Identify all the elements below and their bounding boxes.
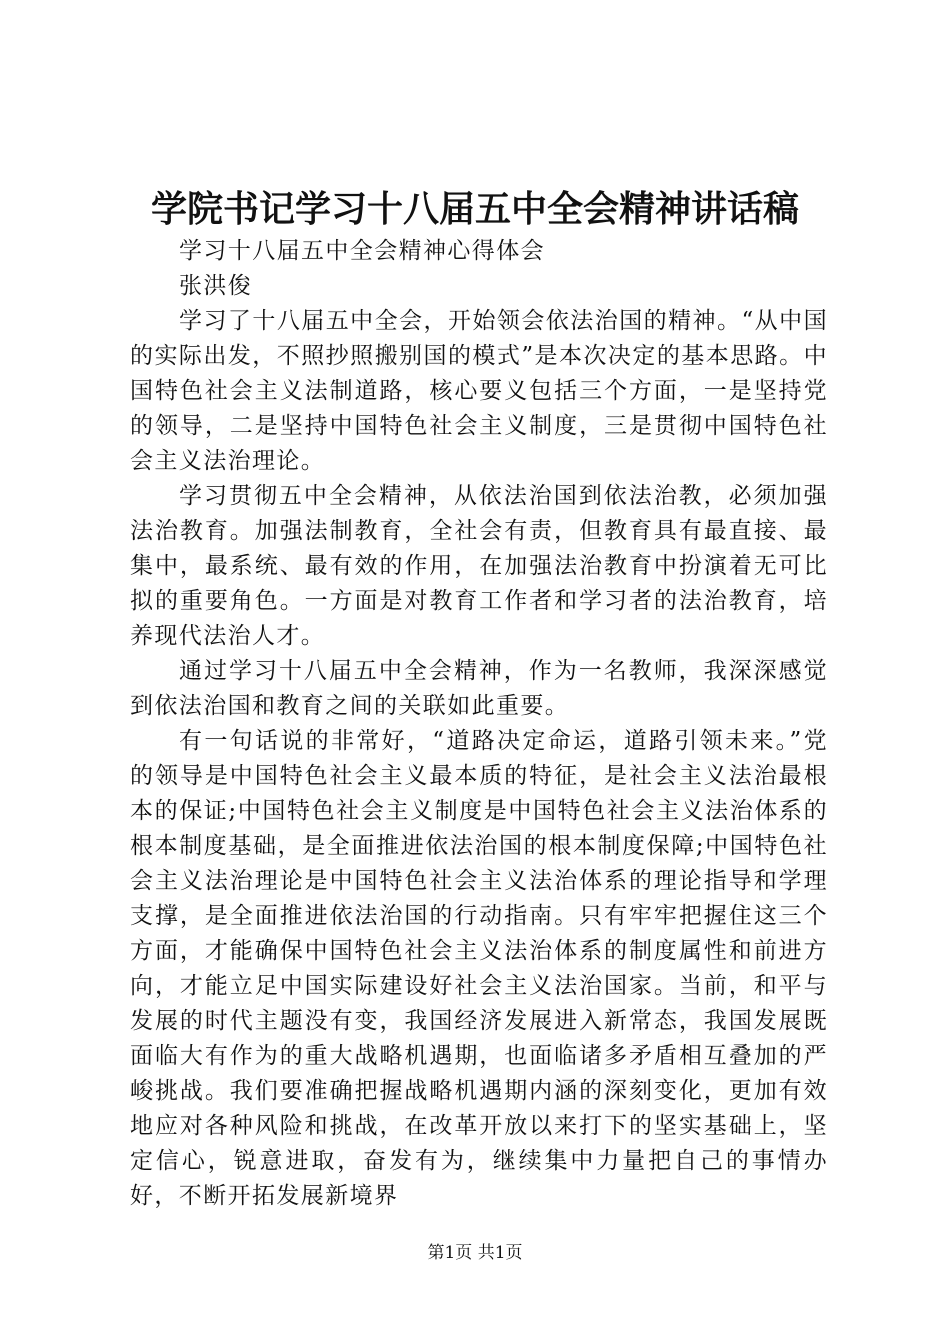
- subtitle-line: 学习十八届五中全会精神心得体会: [179, 238, 545, 264]
- paragraph-4: 有一句话说的非常好，“道路决定命运，道路引领未来。”党的领导是中国特色社会主义最本质的特征，是社会主义法治最根本的保证;中国特色社会主义制度是中国特色社会主义法治体系的根本制度基础，是全面推进依法治国的根本制度保障;中国特色社会主义法治理论是中国特色社会主义法治体系的理论指导和学理支撑，是全面推进依法治国的行动指南。只有牢牢把握住这三个方面，才能确保中国特色社会主义法治体系的制度属性和前进方向，才能立足中国实际建设好社会主义法治国家。当前，和平与发展的时代主题没有变，我国经济发展进入新常态，我国发展既面临大有作为的重大战略机遇期，也面临诸多矛盾相互叠加的严峻挑战。我们要准确把握战略机遇期内涵的深刻变化，更加有效地应对各种风险和挑战，在改革开放以来打下的坚实基础上，坚定信心，锐意进取，奋发有为，继续集中力量把自己的事情办好，不断开拓发展新境界: [130, 728, 828, 1209]
- page-footer: 第1页 共1页: [427, 1243, 523, 1263]
- document-body: [130, 234, 828, 1214]
- paragraph-3: 通过学习十八届五中全会精神，作为一名教师，我深深感觉到依法治国和教育之间的关联如此重要。: [130, 658, 828, 719]
- paragraph-2: 学习贯彻五中全会精神，从依法治国到依法治教，必须加强法治教育。加强法制教育，全社会有责，但教育具有最直接、最集中，最系统、最有效的作用，在加强法治教育中扮演着无可比拟的重要角色。一方面是对教育工作者和学习者的法治教育，培养现代法治人才。: [130, 483, 828, 649]
- author-line: 张洪俊: [179, 273, 253, 299]
- paragraph-1: 学习了十八届五中全会，开始领会依法治国的精神。“从中国的实际出发，不照抄照搬别国的模式”是本次决定的基本思路。中国特色社会主义法制道路，核心要义包括三个方面，一是坚持党的领导，二是坚持中国特色社会主义制度，三是贯彻中国特色社会主义法治理论。: [130, 308, 828, 474]
- document-title: 学院书记学习十八届五中全会精神讲话稿: [150, 188, 799, 230]
